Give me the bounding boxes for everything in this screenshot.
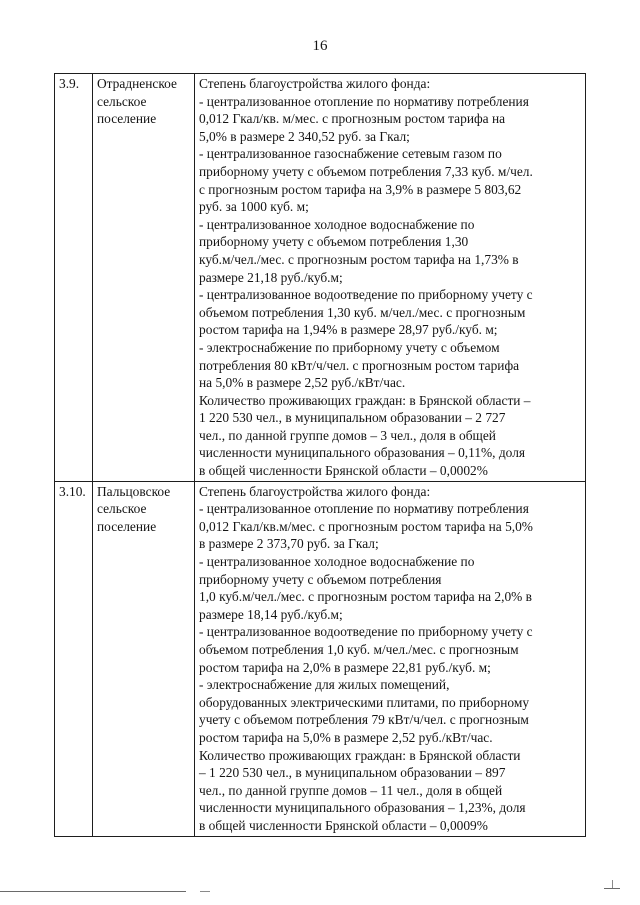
- table-body: [55, 74, 586, 837]
- settlement-name-line: Отрадненское: [97, 76, 177, 91]
- description-line: с прогнозным ростом тарифа на 3,9% в размере 5 803,62: [199, 181, 522, 197]
- description-line: приборному учету с объемом потребления 7,33 куб. м/чел.: [199, 163, 533, 179]
- description-line: - централизованное газоснабжение сетевым газом по: [199, 146, 502, 162]
- description-line: чел., по данной группе домов – 3 чел., доля в общей: [199, 427, 496, 443]
- settlement-name-line: сельское: [97, 501, 147, 517]
- description-line: - централизованное отопление по нормативу потребления: [199, 501, 529, 517]
- description-line: объемом потребления 1,30 куб. м/чел./мес. с прогнозным: [199, 304, 526, 320]
- description-line: 1 220 530 чел., в муниципальном образовании – 2 727: [199, 410, 506, 426]
- footer-rule: [0, 891, 186, 892]
- description-line: численности муниципального образования – 1,23%, доля: [199, 800, 526, 816]
- description-line: 0,012 Гкал/кв.м/мес. с прогнозным ростом тарифа на 5,0%: [199, 518, 533, 534]
- table-row: [55, 481, 586, 836]
- settlement-name: [93, 74, 195, 482]
- description-line: объемом потребления 1,0 куб. м/чел./мес. с прогнозным: [199, 642, 519, 657]
- description-line: размере 18,14 руб./куб.м;: [199, 606, 343, 622]
- settlement-name: [93, 481, 195, 836]
- description-line: - электроснабжение для жилых помещений,: [199, 677, 450, 693]
- description-line: в общей численности Брянской области – 0,0002%: [199, 463, 488, 479]
- description-line: ростом тарифа на 5,0% в размере 2,52 руб./кВт/час.: [199, 729, 493, 745]
- description-line: Количество проживающих граждан: в Брянской области –: [199, 392, 531, 408]
- housing-description: [195, 481, 586, 836]
- settlement-name-line: поселение: [97, 518, 157, 534]
- description-line: чел., по данной группе домов – 11 чел., доля в общей: [199, 782, 503, 798]
- description-line: численности муниципального образования – 0,11%, доля: [199, 445, 526, 461]
- description-line: - централизованное водоотведение по приборному учету с: [199, 624, 533, 640]
- description-line: размере 21,18 руб./куб.м;: [199, 269, 343, 285]
- description-line: - централизованное водоотведение по приборному учету с: [199, 287, 533, 303]
- page-number: 16: [312, 38, 328, 54]
- description-line: ростом тарифа на 2,0% в размере 22,81 руб./куб. м;: [199, 659, 491, 675]
- description-line: 0,012 Гкал/кв. м/мес. с прогнозным ростом тарифа на: [199, 111, 506, 127]
- description-line: в размере 2 373,70 руб. за Гкал;: [199, 536, 379, 552]
- description-line: Количество проживающих граждан: в Брянской области: [199, 747, 521, 763]
- description-line: Степень благоустройства жилого фонда:: [199, 76, 431, 91]
- description-line: - электроснабжение по приборному учету с объемом: [199, 339, 500, 355]
- description-line: приборному учету с объемом потребления 1,30: [199, 234, 469, 250]
- description-line: на 5,0% в размере 2,52 руб./кВт/час.: [199, 375, 406, 391]
- description-line: – 1 220 530 чел., в муниципальном образовании – 897: [199, 765, 506, 781]
- housing-description: [195, 74, 586, 482]
- footer-mark-tick: [612, 880, 613, 888]
- description-line: - централизованное отопление по нормативу потребления: [199, 93, 529, 109]
- description-line: ростом тарифа на 1,94% в размере 28,97 руб./куб. м;: [199, 322, 498, 338]
- description-line: приборному учету с объемом потребления: [199, 571, 442, 587]
- description-line: руб. за 1000 куб. м;: [199, 199, 309, 215]
- settlement-name-line: сельское: [97, 93, 147, 109]
- settlement-name-line: Пальцовское: [97, 483, 171, 499]
- row-number: 3.10.: [55, 481, 93, 836]
- description-line: потребления 80 кВт/ч/чел. с прогнозным ростом тарифа: [199, 357, 520, 373]
- description-line: в общей численности Брянской области – 0,0009%: [199, 817, 488, 833]
- description-line: Степень благоустройства жилого фонда:: [199, 483, 431, 499]
- settlement-name-line: поселение: [97, 111, 157, 127]
- footer-mark: [604, 888, 620, 889]
- description-line: 1,0 куб.м/чел./мес. с прогнозным ростом тарифа на 2,0% в: [199, 589, 532, 605]
- footer-dash: [200, 891, 210, 892]
- description-line: - централизованное холодное водоснабжение по: [199, 216, 475, 232]
- description-line: 5,0% в размере 2 340,52 руб. за Гкал;: [199, 128, 410, 144]
- description-line: куб.м/чел./мес. с прогнозным ростом тарифа на 1,73% в: [199, 251, 519, 267]
- tariff-table: [54, 73, 586, 837]
- description-line: - централизованное холодное водоснабжение по: [199, 554, 475, 570]
- description-line: учету с объемом потребления 79 кВт/ч/чел. с прогнозным: [199, 712, 529, 728]
- table-row: [55, 74, 586, 482]
- description-line: оборудованных электрическими плитами, по приборному: [199, 694, 530, 710]
- row-number: 3.9.: [55, 74, 93, 482]
